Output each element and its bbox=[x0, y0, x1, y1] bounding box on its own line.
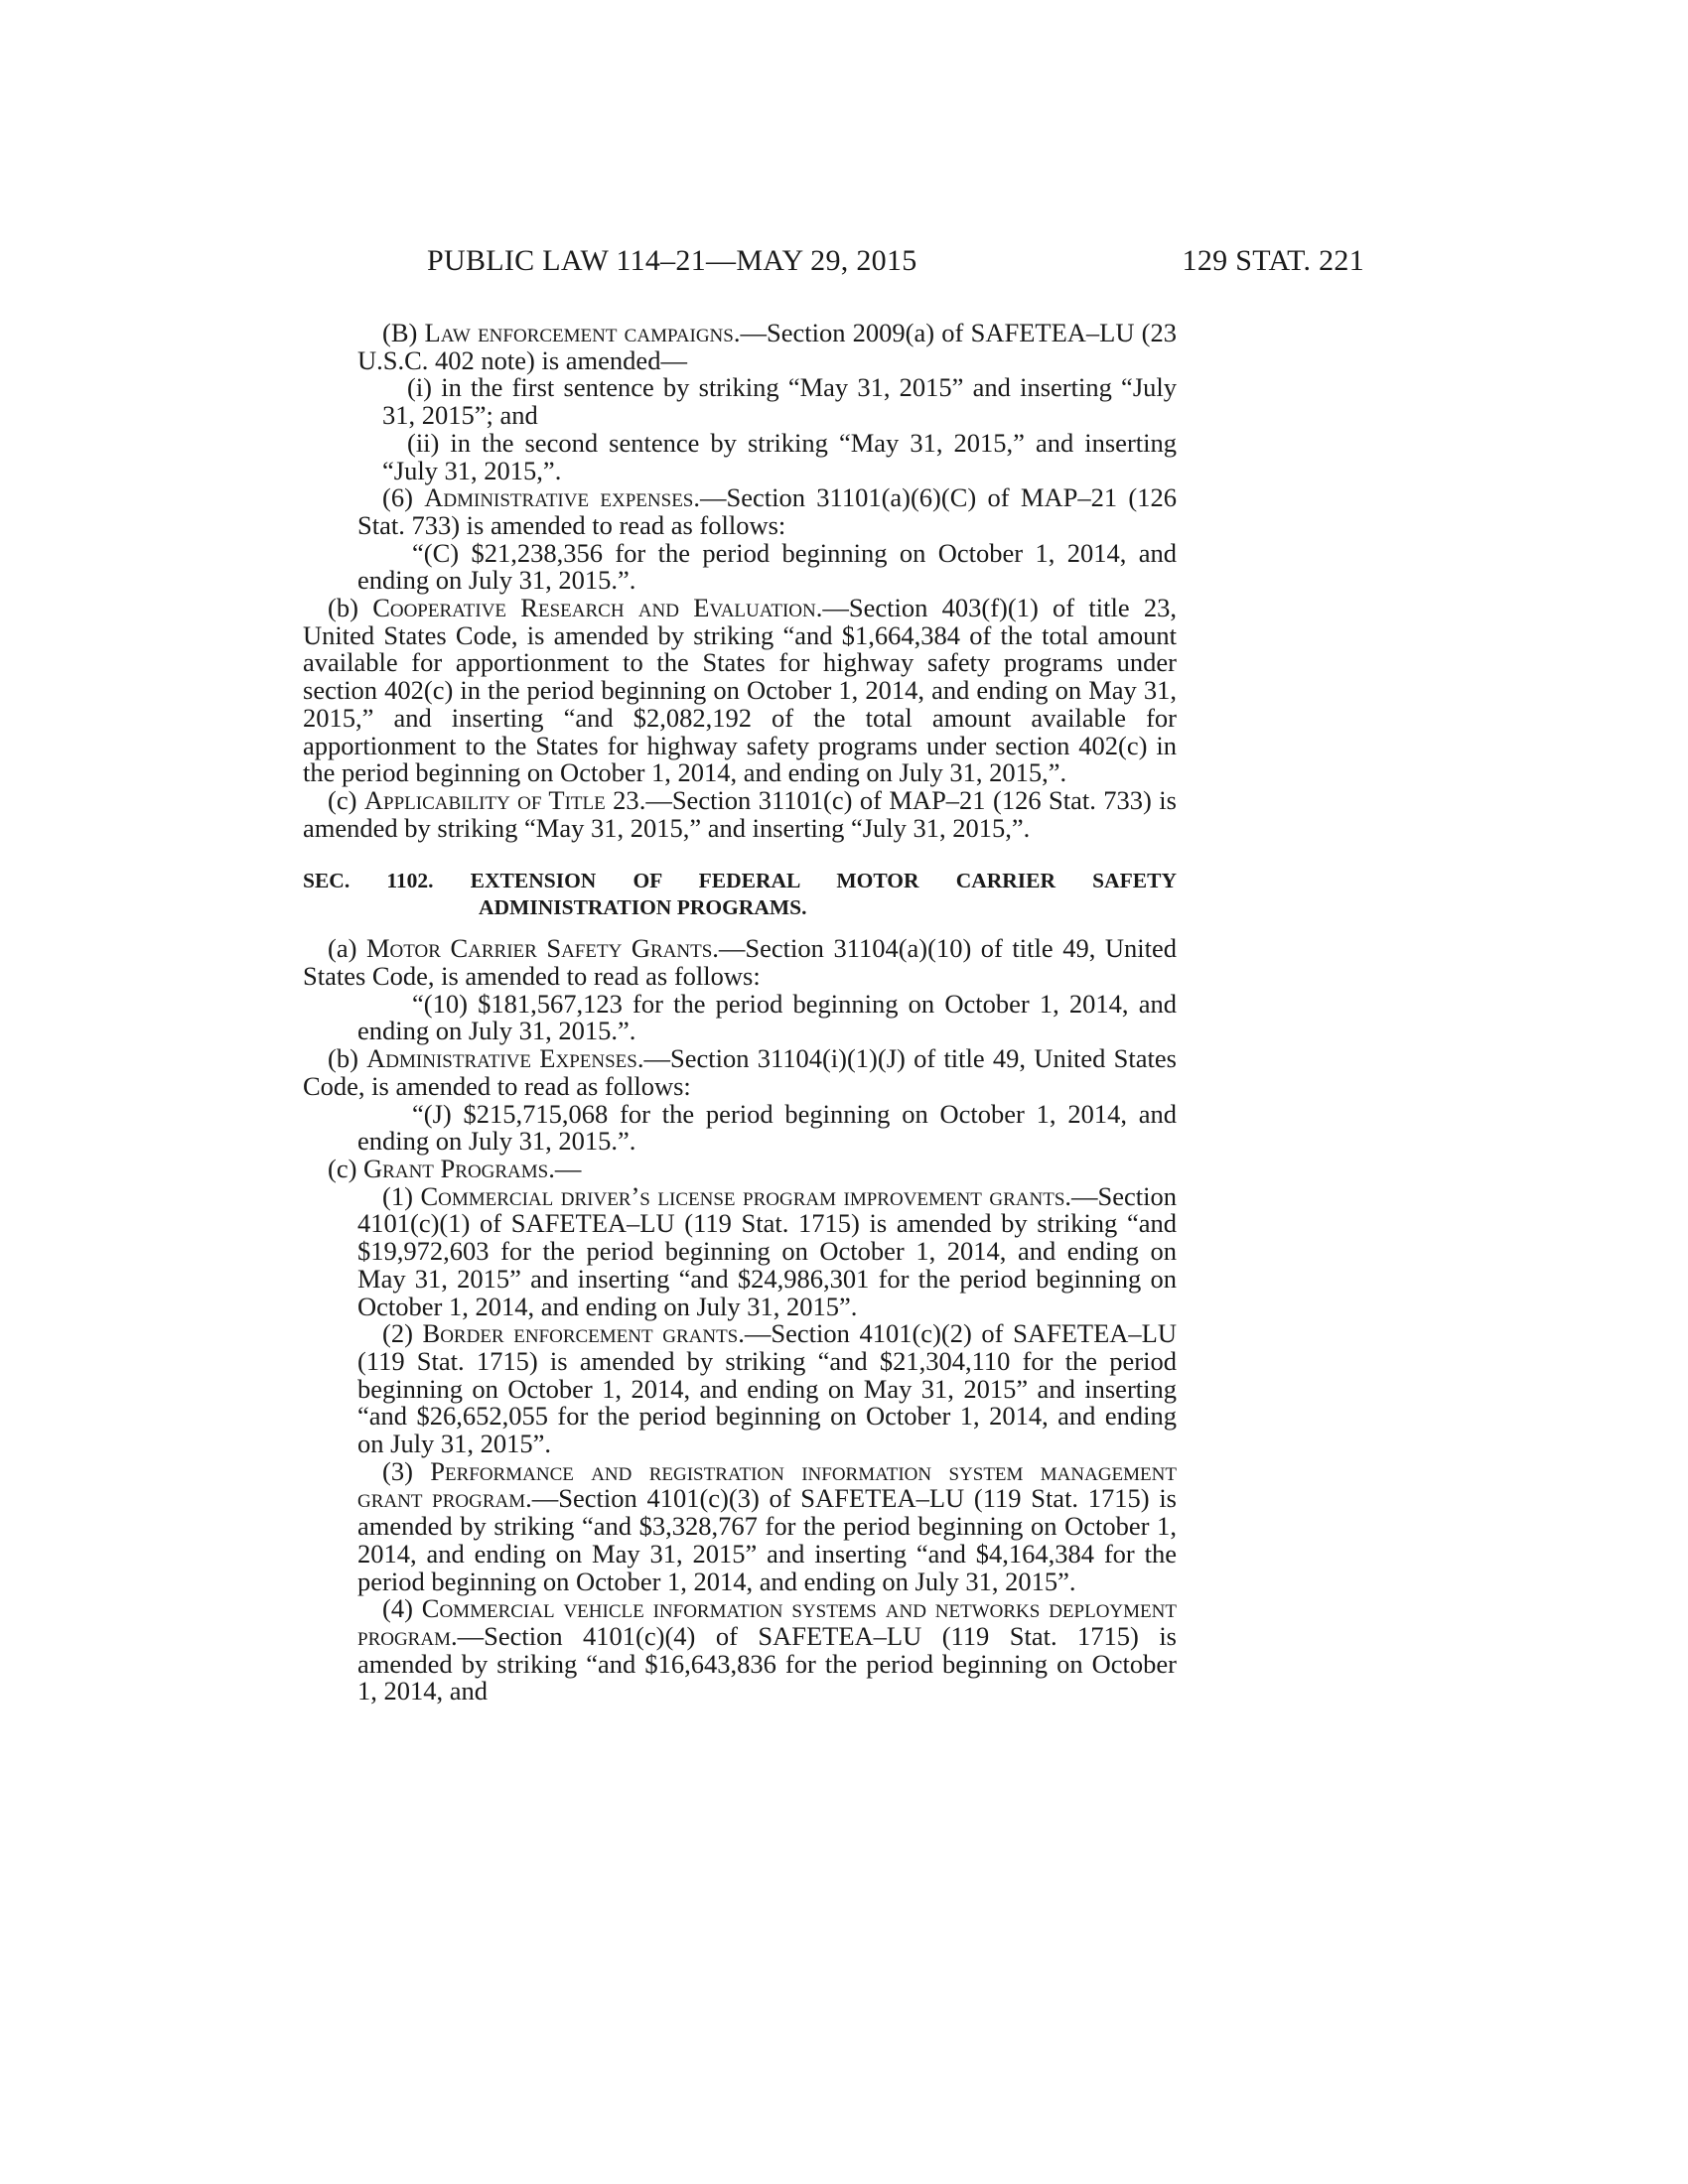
subsection-heading: Administrative Expenses bbox=[366, 1043, 637, 1074]
paragraph-administrative-expenses-6: (6) Administrative expenses.—Section 31101(a)(6)(C) of MAP–21 (126 Stat. 733) is amended to read as follows: bbox=[357, 482, 1178, 540]
paragraph-4-cvisn: (4) Commercial vehicle information systems and networks deployment program.—Section 4101(c)(4) of SAFETEA–LU (119 Stat. 1715) is amended by striking “and $16,643,836 for the period beginning on October 1, 2014, and bbox=[357, 1593, 1177, 1706]
document-body bbox=[303, 320, 1177, 1706]
paragraph-1-cdl-grants: (1) Commercial driver’s license program improvement grants.—Section 4101(c)(1) of SAFETEA–LU (119 Stat. 1715) is amended by striking “and $19,972,603 for the period beginning on October 1, 2014, and ending on May 31, 2015” and inserting “and $24,986,301 for the period beginning on October 1, 2014, and ending on July 31, 2015”. bbox=[357, 1180, 1178, 1321]
paragraph-law-enforcement-campaigns: (B) Law enforcement campaigns.—Section 2009(a) of SAFETEA–LU (23 U.S.C. 402 note) is amended— bbox=[357, 318, 1178, 375]
subsection-heading: Cooperative Research and Evaluation bbox=[372, 593, 816, 623]
subsection-a-motor-carrier-safety-grants: (a) Motor Carrier Safety Grants.—Section 31104(a)(10) of title 49, United States Code, is amended to read as follows: bbox=[303, 933, 1177, 992]
page-header bbox=[0, 244, 1688, 284]
paragraph-2-border-enforcement: (2) Border enforcement grants.—Section 4101(c)(2) of SAFETEA–LU (119 Stat. 1715) is amended by striking “and $21,304,110 for the period beginning on October 1, 2014, and ending on May 31, 2015” and inserting “and $26,652,055 for the period beginning on October 1, 2014, and ending on July 31, 2015”. bbox=[357, 1318, 1177, 1459]
paragraph-heading: Law enforcement campaigns bbox=[424, 318, 734, 347]
subsection-b-administrative-expenses: (b) Administrative Expenses.—Section 31104(i)(1)(J) of title 49, United States Code, is amended to read as follows: bbox=[303, 1043, 1177, 1101]
section-heading-line1: SEC. 1102. EXTENSION OF FEDERAL MOTOR CARRIER SAFETY bbox=[303, 869, 1177, 893]
paragraph-heading: Performance and registration information system management grant program bbox=[357, 1455, 1177, 1514]
subsection-b-cooperative-research: (b) Cooperative Research and Evaluation.—Section 403(f)(1) of title 23, United States Code, is amended by striking “and $1,664,384 of the total amount available for apportionment to the States for highway safety programs under section 402(c) in the period beginning on October 1, 2014, and ending on May 31, 2015,” and inserting “and $2,082,192 of the total amount available for apportionment to the States for highway safety programs under section 402(c) in the period beginning on October 1, 2014, and ending on July 31, 2015,”. bbox=[303, 593, 1178, 788]
quoted-text-10: “(10) $181,567,123 for the period beginning on October 1, 2014, and ending on July 31, 2015.”. bbox=[357, 988, 1177, 1046]
clause-i: (i) in the first sentence by striking “May 31, 2015” and inserting “July 31, 2015”; and bbox=[382, 372, 1177, 431]
subsection-heading: Motor Carrier Safety Grants bbox=[365, 933, 713, 964]
paragraph-heading: Commercial vehicle information systems and networks deployment program bbox=[357, 1593, 1177, 1651]
paragraph-heading: Administrative expenses bbox=[424, 482, 694, 513]
clause-ii: (ii) in the second sentence by striking “May 31, 2015,” and inserting “July 31, 2015,”. bbox=[382, 427, 1177, 485]
section-heading bbox=[303, 868, 1177, 921]
subsection-c-applicability: (c) Applicability of Title 23.—Section 31101(c) of MAP–21 (126 Stat. 733) is amended by striking “May 31, 2015,” and inserting “July 31, 2015,”. bbox=[303, 784, 1177, 843]
quoted-text-c: “(C) $21,238,356 for the period beginning on October 1, 2014, and ending on July 31, 2015.”. bbox=[357, 537, 1177, 596]
paragraph-heading: Commercial driver’s license program improvement grants bbox=[420, 1180, 1065, 1211]
statute-page-number: 129 STAT. 221 bbox=[1182, 244, 1364, 277]
subsection-heading: Applicability of Title 23 bbox=[363, 784, 639, 815]
running-title: PUBLIC LAW 114–21—MAY 29, 2015 bbox=[427, 244, 917, 277]
paragraph-3-prism: (3) Performance and registration information system management grant program.—Section 4101(c)(3) of SAFETEA–LU (119 Stat. 1715) is amended by striking “and $3,328,767 for the period beginning on October 1, 2014, and ending on May 31, 2015” and inserting “and $4,164,384 for the period beginning on October 1, 2014, and ending on July 31, 2015”. bbox=[357, 1455, 1177, 1596]
subsection-c-grant-programs: (c) Grant Programs.— bbox=[328, 1153, 582, 1183]
paragraph-heading: Border enforcement grants bbox=[422, 1318, 739, 1349]
subsection-heading: Grant Programs bbox=[363, 1153, 549, 1183]
section-heading-line2: ADMINISTRATION PROGRAMS. bbox=[479, 895, 807, 920]
quoted-text-j: “(J) $215,715,068 for the period beginning on October 1, 2014, and ending on July 31, 2015.”. bbox=[357, 1098, 1177, 1157]
